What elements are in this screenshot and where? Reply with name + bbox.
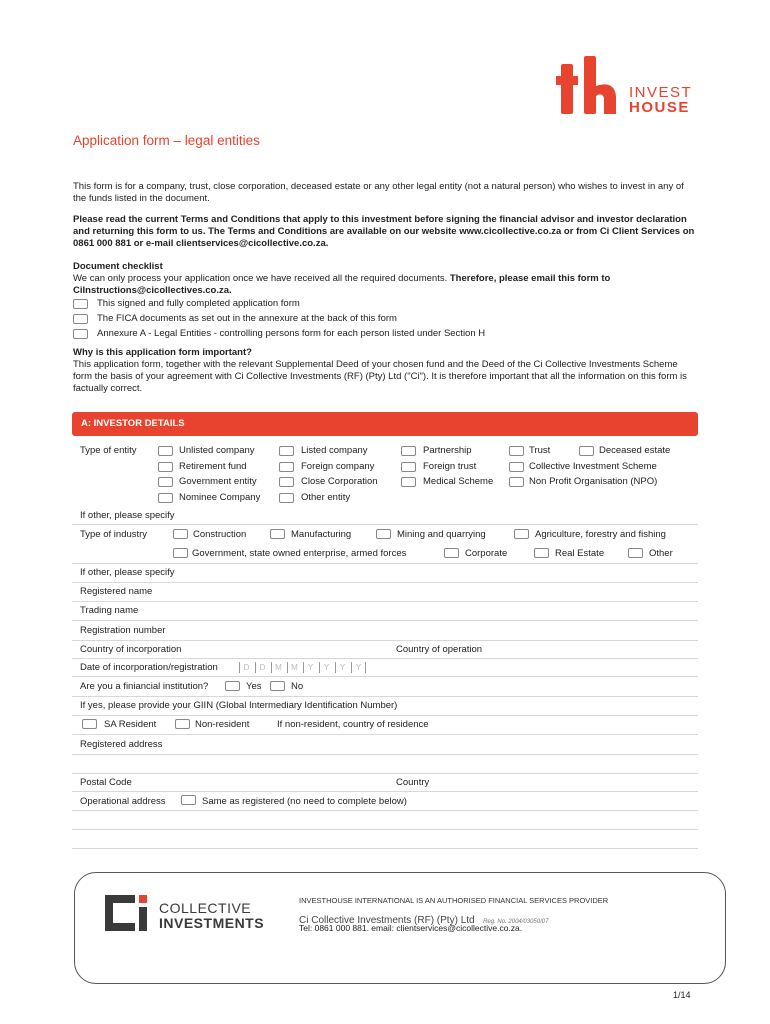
checklist-checkbox-3[interactable] xyxy=(73,329,88,339)
industry-real-estate-checkbox[interactable] xyxy=(534,548,549,558)
industry-construction-label: Construction xyxy=(193,529,247,540)
entity-medical-checkbox[interactable] xyxy=(401,477,416,487)
industry-corporate-label: Corporate xyxy=(465,548,508,559)
entity-partnership-checkbox[interactable] xyxy=(401,446,416,456)
entity-trust-label: Trust xyxy=(529,445,551,456)
entity-unlisted-label: Unlisted company xyxy=(179,445,255,456)
divider xyxy=(72,658,698,659)
non-resident-checkbox[interactable] xyxy=(175,719,190,729)
registered-name-label: Registered name xyxy=(80,586,153,597)
date-digit-box[interactable]: D xyxy=(255,662,269,673)
entity-foreign-trust-label: Foreign trust xyxy=(423,461,477,472)
registered-address-label: Registered address xyxy=(80,739,163,750)
entity-partnership-label: Partnership xyxy=(423,445,472,456)
investhouse-logo xyxy=(556,56,698,114)
checklist-text-a: We can only process your application once we have received all the required documents. xyxy=(73,273,448,284)
date-digit-box[interactable]: Y xyxy=(303,662,317,673)
entity-listed-checkbox[interactable] xyxy=(279,446,294,456)
industry-manufacturing-label: Manufacturing xyxy=(291,529,352,540)
industry-other-label: Other xyxy=(649,548,673,559)
investhouse-logo-mark-icon xyxy=(556,56,624,114)
divider xyxy=(72,791,698,792)
divider xyxy=(72,810,698,811)
entity-close-corp-checkbox[interactable] xyxy=(279,477,294,487)
page-title: Application form – legal entities xyxy=(73,133,260,148)
ci-logo-line-2: INVESTMENTS xyxy=(159,915,265,931)
divider xyxy=(72,601,698,602)
divider xyxy=(72,563,698,564)
date-digit-box[interactable]: Y xyxy=(351,662,366,673)
checklist-item-1: This signed and fully completed application form xyxy=(97,298,300,309)
if-other-industry-label: If other, please specify xyxy=(80,567,175,578)
same-as-registered-label: Same as registered (no need to complete below) xyxy=(202,796,407,807)
entity-medical-label: Medical Scheme xyxy=(423,476,494,487)
page-number: 1/14 xyxy=(673,990,691,1000)
ci-logo-icon xyxy=(105,895,153,931)
industry-other-checkbox[interactable] xyxy=(628,548,643,558)
industry-mining-checkbox[interactable] xyxy=(376,529,391,539)
checklist-item-2: The FICA documents as set out in the annexure at the back of this form xyxy=(97,313,397,324)
country-incorporation-label: Country of incorporation xyxy=(80,644,182,655)
financial-yes-checkbox[interactable] xyxy=(225,681,240,691)
registration-number-label: Registration number xyxy=(80,625,166,636)
entity-cis-label: Collective Investment Scheme xyxy=(529,461,657,472)
divider xyxy=(72,848,698,849)
entity-foreign-company-label: Foreign company xyxy=(301,461,375,472)
giin-label: If yes, please provide your GIIN (Global Intermediary Identification Number) xyxy=(80,700,398,711)
entity-foreign-trust-checkbox[interactable] xyxy=(401,462,416,472)
divider xyxy=(72,620,698,621)
ci-logo-line-1: COLLECTIVE xyxy=(159,900,252,916)
why-heading: Why is this application form important? xyxy=(73,347,252,358)
industry-government-checkbox[interactable] xyxy=(173,548,188,558)
industry-agriculture-label: Agriculture, forestry and fishing xyxy=(535,529,666,540)
type-of-entity-label: Type of entity xyxy=(80,445,137,456)
industry-construction-checkbox[interactable] xyxy=(173,529,188,539)
same-as-registered-checkbox[interactable] xyxy=(181,795,196,805)
date-digit-box[interactable]: D xyxy=(239,662,253,673)
divider xyxy=(72,676,698,677)
entity-deceased-checkbox[interactable] xyxy=(579,446,594,456)
financial-no-checkbox[interactable] xyxy=(270,681,285,691)
footer-box xyxy=(74,872,726,984)
divider xyxy=(72,734,698,735)
divider xyxy=(72,829,698,830)
sa-resident-checkbox[interactable] xyxy=(82,719,97,729)
checklist-text-b: Therefore, please email this form to CiInstructions@cicollectives.co.za. xyxy=(73,273,611,296)
footer-company: Ci Collective Investments (RF) (Pty) Ltd xyxy=(299,915,475,926)
country-label: Country xyxy=(396,777,430,788)
entity-government-checkbox[interactable] xyxy=(158,477,173,487)
terms-text: Please read the current Terms and Conditions that apply to this investment before signing the financial advisor and investor declaration and returning this form to us. The Terms and Conditions are available on our website www.cicollective.co.za or from Ci Client Services on 0861 000 881 or e-mail clientservices@cicollective.co.za. xyxy=(73,214,695,249)
entity-other-checkbox[interactable] xyxy=(279,493,294,503)
entity-trust-checkbox[interactable] xyxy=(509,446,524,456)
entity-nominee-checkbox[interactable] xyxy=(158,493,173,503)
divider xyxy=(72,773,698,774)
divider xyxy=(72,524,698,525)
entity-cis-checkbox[interactable] xyxy=(509,462,524,472)
entity-npo-checkbox[interactable] xyxy=(509,477,524,487)
entity-other-label: Other entity xyxy=(301,492,351,503)
financial-no-label: No xyxy=(291,681,304,692)
industry-agriculture-checkbox[interactable] xyxy=(514,529,529,539)
non-resident-label: Non-resident xyxy=(195,719,250,730)
entity-foreign-company-checkbox[interactable] xyxy=(279,462,294,472)
footer-reg-no: Reg. No. 2004/03050/07 xyxy=(483,919,549,925)
industry-government-label: Government, state owned enterprise, armed forces xyxy=(192,548,407,559)
divider xyxy=(72,640,698,641)
divider xyxy=(72,582,698,583)
entity-retirement-checkbox[interactable] xyxy=(158,462,173,472)
section-a-header: A: INVESTOR DETAILS xyxy=(72,412,698,436)
checklist-text xyxy=(73,273,698,297)
industry-corporate-checkbox[interactable] xyxy=(444,548,459,558)
footer-authorised-text: INVESTHOUSE INTERNATIONAL IS AN AUTHORISED FINANCIAL SERVICES PROVIDER xyxy=(299,896,609,905)
financial-yes-label: Yes xyxy=(246,681,262,692)
country-operation-label: Country of operation xyxy=(396,644,483,655)
date-digit-box[interactable]: M xyxy=(271,662,285,673)
date-incorporation-label: Date of incorporation/registration xyxy=(80,662,218,673)
entity-npo-label: Non Profit Organisation (NPO) xyxy=(529,476,658,487)
why-text: This application form, together with the relevant Supplemental Deed of your chosen fund and the Deed of the Ci Collective Investments Scheme form the basis of your agreement with Ci Collective Investments (RF) (Pty) Ltd ("Ci"). It is therefore important that all the information on this form is factually correct. xyxy=(73,359,687,394)
entity-listed-label: Listed company xyxy=(301,445,368,456)
if-other-entity-label: If other, please specify xyxy=(80,510,175,521)
entity-close-corp-label: Close Corporation xyxy=(301,476,378,487)
type-of-industry-label: Type of industry xyxy=(80,529,148,540)
entity-government-label: Government entity xyxy=(179,476,257,487)
divider xyxy=(72,696,698,697)
entity-retirement-label: Retirement fund xyxy=(179,461,247,472)
checklist-checkbox-1[interactable] xyxy=(73,299,88,309)
entity-unlisted-checkbox[interactable] xyxy=(158,446,173,456)
checklist-checkbox-2[interactable] xyxy=(73,314,88,324)
entity-deceased-label: Deceased estate xyxy=(599,445,671,456)
logo-line-2: HOUSE xyxy=(629,99,690,116)
checklist-heading: Document checklist xyxy=(73,261,163,272)
postal-code-label: Postal Code xyxy=(80,777,132,788)
date-digit-box[interactable]: Y xyxy=(335,662,349,673)
footer-contact: Tel: 0861 000 881. email: clientservices@cicollective.co.za. xyxy=(299,923,523,933)
intro-text: This form is for a company, trust, close corporation, deceased estate or any other legal entity (not a natural person) who wishes to invest in any of the funds listed in the document. xyxy=(73,181,684,204)
industry-manufacturing-checkbox[interactable] xyxy=(270,529,285,539)
industry-mining-label: Mining and quarrying xyxy=(397,529,486,540)
divider xyxy=(72,754,698,755)
operational-address-label: Operational address xyxy=(80,796,166,807)
financial-institution-label: Are you a finiancial institution? xyxy=(80,681,209,692)
industry-real-estate-label: Real Estate xyxy=(555,548,605,559)
non-resident-country-label: If non-resident, country of residence xyxy=(277,719,429,730)
logo-line-1: INVEST xyxy=(629,84,693,101)
checklist-item-3: Annexure A - Legal Entities - controlling persons form for each person listed under Section H xyxy=(97,328,486,339)
sa-resident-label: SA Resident xyxy=(104,719,157,730)
entity-nominee-label: Nominee Company xyxy=(179,492,261,503)
date-digit-box[interactable]: M xyxy=(287,662,301,673)
divider xyxy=(72,715,698,716)
trading-name-label: Trading name xyxy=(80,605,139,616)
date-digit-box[interactable]: Y xyxy=(319,662,333,673)
